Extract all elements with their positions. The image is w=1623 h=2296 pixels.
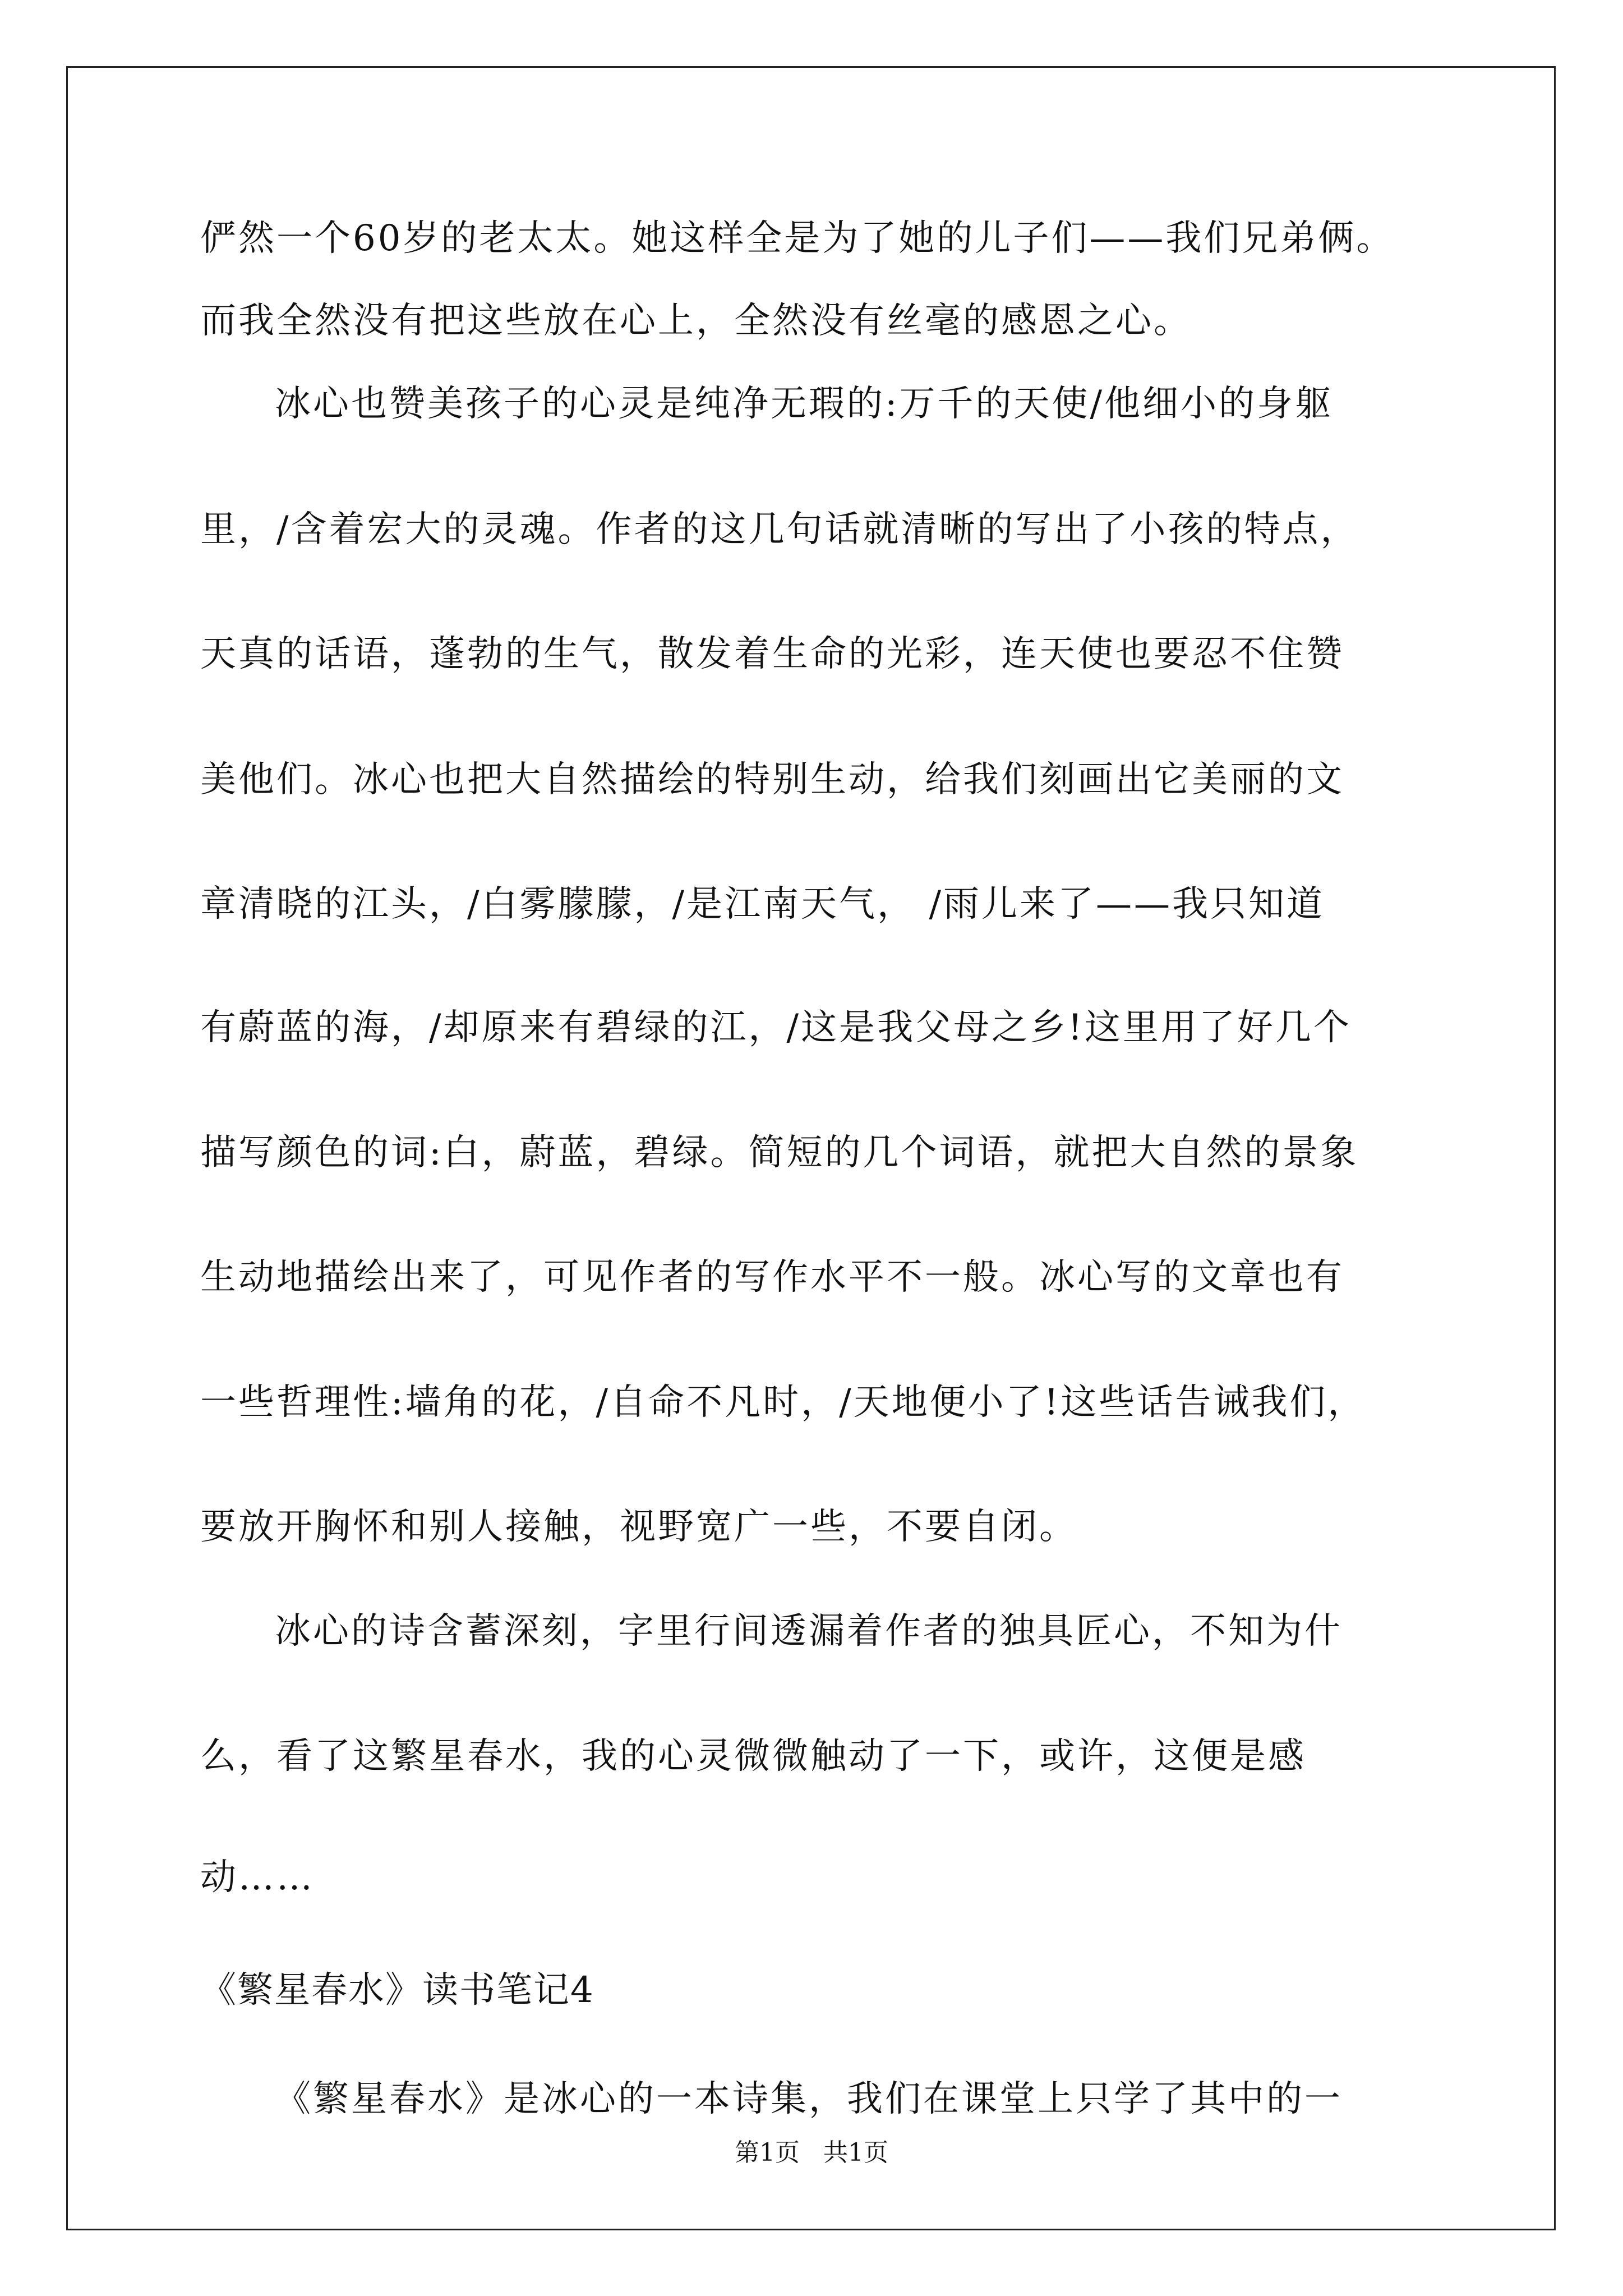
text-line: 美他们。冰心也把大自然描绘的特别生动，给我们刻画出它美丽的文 <box>200 759 1344 800</box>
text-line: 冰心的诗含蓄深刻，字里行间透漏着作者的独具匠心，不知为什 <box>275 1611 1343 1652</box>
text-line: 么，看了这繁星春水，我的心灵微微触动了一下，或许，这便是感 <box>200 1736 1306 1777</box>
section-heading: 《繁星春水》读书笔记4 <box>200 1970 594 2011</box>
text-line: 而我全然没有把这些放在心上，全然没有丝毫的感恩之心。 <box>200 300 1192 342</box>
text-line: 描写颜色的词:白，蔚蓝，碧绿。简短的几个词语，就把大自然的景象 <box>200 1132 1359 1174</box>
text-line: 要放开胸怀和别人接触，视野宽广一些，不要自闭。 <box>200 1506 1077 1548</box>
text-line: 《繁星春水》是冰心的一本诗集，我们在课堂上只学了其中的一 <box>275 2078 1343 2120</box>
text-line: 天真的话语，蓬勃的生气，散发着生命的光彩，连天使也要忍不住赞 <box>200 633 1344 675</box>
text-line: 章清晓的江头，/白雾朦朦，/是江南天气， /雨儿来了——我只知道 <box>200 884 1325 925</box>
text-line: 一些哲理性:墙角的花，/自命不凡时，/天地便小了!这些话告诫我们， <box>200 1382 1366 1423</box>
text-line: 俨然一个60岁的老太太。她这样全是为了她的儿子们——我们兄弟俩。 <box>200 218 1395 259</box>
text-line: 里，/含着宏大的灵魂。作者的这几句话就清晰的写出了小孩的特点， <box>200 509 1359 550</box>
page-number-footer: 第1页 共1页 <box>735 2138 888 2167</box>
text-line: 生动地描绘出来了，可见作者的写作水平不一般。冰心写的文章也有 <box>200 1257 1344 1298</box>
text-line: 冰心也赞美孩子的心灵是纯净无瑕的:万千的天使/他细小的身躯 <box>275 383 1334 425</box>
text-line: 动…… <box>200 1857 315 1898</box>
text-line: 有蔚蓝的海，/却原来有碧绿的江，/这是我父母之乡!这里用了好几个 <box>200 1007 1352 1048</box>
